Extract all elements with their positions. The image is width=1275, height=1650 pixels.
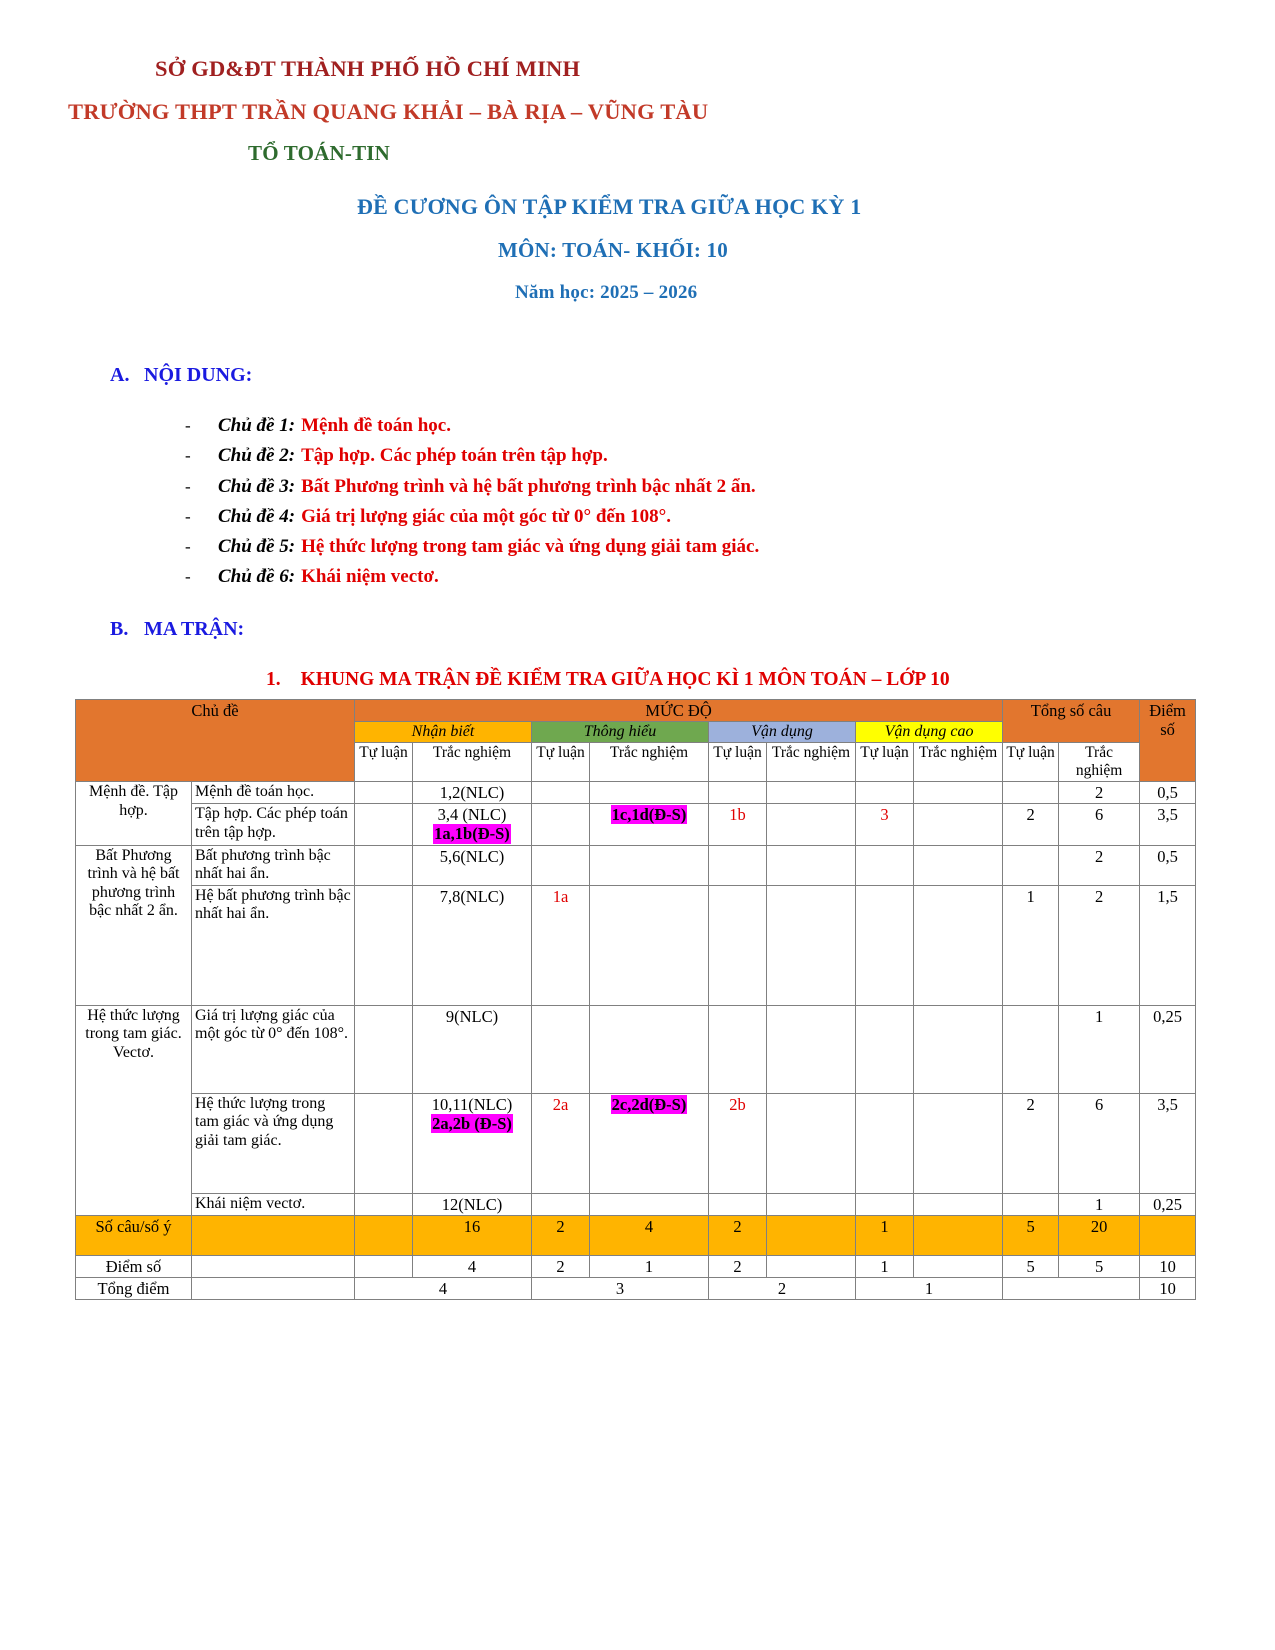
list-bullet: - [185,567,191,587]
summary-vdc-tl: 1 [856,1215,914,1255]
table-row [76,804,1196,845]
summary-vdc-tn [914,1255,1003,1277]
subject-grade: MÔN: TOÁN- KHỐI: 10 [498,238,728,262]
cell-th-tn-highlight: 2c,2d(Đ-S) [611,1094,687,1114]
cell-vdc-tn [914,1005,1003,1093]
cell-total-tn: 2 [1059,782,1140,804]
summary-nb-tn: 16 [413,1215,532,1255]
cell-th-tl [532,1005,590,1093]
summary-total-tn: 20 [1059,1215,1140,1255]
summary-total-tn: 5 [1059,1255,1140,1277]
summary-row-so-cau [76,1215,1196,1255]
cell-nb-tn-highlight: 1a,1b(Đ-S) [434,824,510,844]
topic-label: Chủ đề 1: [218,415,296,436]
cell-nb-tn-main: 5,6(NLC) [439,846,505,866]
cell-th-tn-highlight: 1c,1d(Đ-S) [611,805,687,825]
topic-label: Chủ đề 4: [218,505,296,527]
cell-total-tl: 2 [1003,1093,1059,1193]
cell-th-tn [590,1193,709,1215]
cell-vd-tl [709,885,767,1005]
list-bullet: - [185,416,191,435]
cell-th-tn [590,1093,709,1193]
summary-vd-tl: 2 [709,1255,767,1277]
summary-row-diem-so [76,1255,1196,1277]
summary-vd-tn [767,1215,856,1255]
section-b-letter: B. [110,617,129,640]
row-desc: Khái niệm vectơ. [192,1193,355,1215]
row-desc: Tập hợp. Các phép toán trên tập hợp. [192,804,355,845]
total-vd: 2 [709,1277,856,1299]
summary-nb-tn: 4 [413,1255,532,1277]
topic-text: Giá trị lượng giác của một góc từ 0° đến 108°. [301,505,671,527]
cell-th-tn [590,885,709,1005]
cell-nb-tn [413,1093,532,1193]
cell-total-tn: 2 [1059,845,1140,885]
summary-th-tn: 4 [590,1215,709,1255]
cell-total-tl [1003,782,1059,804]
header-total-questions: Tổng số câu [1003,699,1140,743]
cell-total-tl [1003,845,1059,885]
subhead-vd-trac-nghiem: Trắc nghiệm [767,743,856,782]
list-item [185,445,1275,466]
topic-label: Chủ đề 5: [218,536,296,558]
cell-vdc-tn [914,1193,1003,1215]
list-item [185,536,1275,557]
topic-text: Hệ thức lượng trong tam giác và ứng dụng giải tam giác. [301,536,760,558]
topic-label: Chủ đề 6: [218,566,296,588]
cell-vd-tn [767,1005,856,1093]
total-vdc: 1 [856,1277,1003,1299]
table-row [76,1093,1196,1193]
matrix-title [266,669,1275,691]
table-header-row [76,699,1196,721]
table-row [76,845,1196,885]
header-topic: Chủ đề [76,699,355,782]
total-spacer [192,1277,355,1299]
list-bullet: - [185,476,191,496]
level-van-dung: Vận dụng [709,721,856,743]
cell-nb-tl [355,885,413,1005]
cell-vd-tn [767,782,856,804]
cell-th-tl [532,804,590,845]
cell-vd-tl: 2b [709,1093,767,1193]
row-desc: Bất phương trình bậc nhất hai ẩn. [192,845,355,885]
section-b-title: MA TRẬN: [144,617,245,640]
cell-nb-tn [413,804,532,845]
department-name: SỞ GD&ĐT THÀNH PHỐ HỒ CHÍ MINH [155,56,581,81]
row-desc: Giá trị lượng giác của một góc từ 0° đến 108°. [192,1005,355,1093]
subhead-th-trac-nghiem: Trắc nghiệm [590,743,709,782]
cell-vd-tn [767,1093,856,1193]
list-bullet: - [185,537,191,557]
section-a-letter: A. [110,364,130,386]
cell-nb-tn-main: 12(NLC) [441,1194,503,1214]
topic-text: Tập hợp. Các phép toán trên tập hợp. [301,445,608,467]
matrix-number: 1. [266,668,281,690]
cell-vdc-tl [856,885,914,1005]
row-desc: Hệ thức lượng trong tam giác và ứng dụng giải tam giác. [192,1093,355,1193]
list-bullet: - [185,446,191,466]
summary-th-tn: 1 [590,1255,709,1277]
level-nhan-biet: Nhận biết [355,721,532,743]
cell-nb-tl [355,782,413,804]
cell-th-tl: 1a [532,885,590,1005]
cell-nb-tn-main: 9(NLC) [445,1006,499,1026]
matrix-title-text: KHUNG MA TRẬN ĐỀ KIỂM TRA GIỮA HỌC KÌ 1 MÔN TOÁN – LỚP 10 [300,668,950,690]
cell-vdc-tl [856,1193,914,1215]
summary-th-tl: 2 [532,1255,590,1277]
cell-diem: 3,5 [1140,804,1196,845]
list-bullet: - [185,506,191,526]
group-name: Hệ thức lượng trong tam giác. Vectơ. [76,1005,192,1215]
cell-vd-tl: 1b [709,804,767,845]
cell-nb-tn [413,885,532,1005]
school-name: TRƯỜNG THPT TRẦN QUANG KHẢI – BÀ RỊA – VŨNG TÀU [68,98,709,124]
list-item [185,415,1275,436]
topic-label: Chủ đề 2: [218,445,296,467]
summary-diem: 10 [1140,1255,1196,1277]
row-desc: Mệnh đề toán học. [192,782,355,804]
summary-label: Số câu/số ý [76,1215,192,1255]
cell-nb-tn [413,845,532,885]
cell-nb-tl [355,845,413,885]
total-row [76,1277,1196,1299]
cell-diem: 0,5 [1140,845,1196,885]
subhead-total-tu-luan: Tự luận [1003,743,1059,782]
list-item [185,506,1275,527]
header-score: Điểm số [1140,699,1196,782]
cell-nb-tl [355,804,413,845]
cell-nb-tl [355,1005,413,1093]
summary-vd-tl: 2 [709,1215,767,1255]
list-item [185,476,1275,497]
cell-th-tl [532,845,590,885]
subhead-th-tu-luan: Tự luận [532,743,590,782]
document-title: ĐỀ CƯƠNG ÔN TẬP KIỂM TRA GIỮA HỌC KỲ 1 [357,194,862,219]
cell-vd-tn [767,1193,856,1215]
summary-vdc-tl: 1 [856,1255,914,1277]
total-th: 3 [532,1277,709,1299]
cell-nb-tn-main: 10,11(NLC) [431,1094,513,1114]
summary-spacer [192,1255,355,1277]
document-header [0,0,1275,302]
topic-text: Bất Phương trình và hệ bất phương trình bậc nhất 2 ẩn. [301,475,756,497]
summary-vdc-tn [914,1215,1003,1255]
cell-vdc-tn [914,845,1003,885]
cell-vd-tl [709,845,767,885]
level-van-dung-cao: Vận dụng cao [856,721,1003,743]
cell-diem: 3,5 [1140,1093,1196,1193]
subhead-nb-trac-nghiem: Trắc nghiệm [413,743,532,782]
summary-diem [1140,1215,1196,1255]
topic-label: Chủ đề 3: [218,475,296,497]
summary-vd-tn [767,1255,856,1277]
section-a-title: NỘI DUNG: [144,364,253,386]
cell-total-tl [1003,1005,1059,1093]
section-b-heading [110,618,1275,641]
cell-vd-tl [709,1193,767,1215]
subhead-vd-tu-luan: Tự luận [709,743,767,782]
subhead-total-trac-nghiem: Trắc nghiệm [1059,743,1140,782]
cell-total-tn: 6 [1059,1093,1140,1193]
cell-total-tn: 6 [1059,804,1140,845]
cell-vdc-tn [914,782,1003,804]
summary-total-tl: 5 [1003,1255,1059,1277]
subhead-nb-tu-luan: Tự luận [355,743,413,782]
total-spacer-2 [1003,1277,1140,1299]
cell-nb-tl [355,1193,413,1215]
cell-nb-tn-main: 7,8(NLC) [439,886,505,906]
cell-th-tn [590,804,709,845]
topic-text: Khái niệm vectơ. [301,566,439,588]
subhead-vdc-trac-nghiem: Trắc nghiệm [914,743,1003,782]
cell-vd-tn [767,845,856,885]
cell-total-tl: 2 [1003,804,1059,845]
cell-nb-tn-highlight: 2a,2b (Đ-S) [432,1113,512,1133]
cell-th-tl [532,782,590,804]
cell-vd-tn [767,804,856,845]
topic-list [185,415,1275,588]
list-item [185,566,1275,587]
cell-total-tl: 1 [1003,885,1059,1005]
section-a-heading [110,364,1275,387]
cell-th-tn [590,782,709,804]
cell-vdc-tl [856,782,914,804]
cell-total-tn: 2 [1059,885,1140,1005]
summary-total-tl: 5 [1003,1215,1059,1255]
cell-vdc-tn [914,885,1003,1005]
cell-nb-tn-main: 1,2(NLC) [439,783,505,803]
cell-th-tl [532,1193,590,1215]
table-row [76,1193,1196,1215]
header-level: MỨC ĐỘ [355,699,1003,721]
level-thong-hieu: Thông hiểu [532,721,709,743]
cell-nb-tl [355,1093,413,1193]
cell-vdc-tl [856,845,914,885]
summary-spacer [192,1215,355,1255]
cell-nb-tn-main: 3,4 (NLC) [437,805,507,825]
table-row [76,885,1196,1005]
summary-th-tl: 2 [532,1215,590,1255]
total-diem: 10 [1140,1277,1196,1299]
cell-total-tn: 1 [1059,1005,1140,1093]
cell-nb-tn [413,1193,532,1215]
cell-diem: 1,5 [1140,885,1196,1005]
group-name: TỔ TOÁN-TIN [248,141,391,165]
summary-nb-tl [355,1255,413,1277]
cell-nb-tn [413,1005,532,1093]
school-year: Năm học: 2025 – 2026 [515,282,698,303]
row-desc: Hệ bất phương trình bậc nhất hai ẩn. [192,885,355,1005]
cell-vdc-tl [856,1005,914,1093]
cell-vd-tn [767,885,856,1005]
summary-label: Điểm số [76,1255,192,1277]
cell-vdc-tn [914,1093,1003,1193]
cell-diem: 0,5 [1140,782,1196,804]
summary-nb-tl [355,1215,413,1255]
cell-diem: 0,25 [1140,1193,1196,1215]
cell-diem: 0,25 [1140,1005,1196,1093]
cell-th-tl: 2a [532,1093,590,1193]
group-name: Bất Phương trình và hệ bất phương trình bậc nhất 2 ẩn. [76,845,192,1005]
topic-text: Mệnh đề toán học. [301,415,451,436]
total-label: Tổng điểm [76,1277,192,1299]
group-name: Mệnh đề. Tập hợp. [76,782,192,845]
subhead-vdc-tu-luan: Tự luận [856,743,914,782]
cell-th-tn [590,1005,709,1093]
table-row [76,1005,1196,1093]
cell-vd-tl [709,782,767,804]
cell-th-tn [590,845,709,885]
cell-vdc-tn [914,804,1003,845]
table-row [76,782,1196,804]
total-nb: 4 [355,1277,532,1299]
cell-vdc-tl [856,1093,914,1193]
cell-total-tl [1003,1193,1059,1215]
cell-nb-tn [413,782,532,804]
cell-vdc-tl: 3 [856,804,914,845]
cell-total-tn: 1 [1059,1193,1140,1215]
cell-vd-tl [709,1005,767,1093]
matrix-table [75,699,1196,1300]
